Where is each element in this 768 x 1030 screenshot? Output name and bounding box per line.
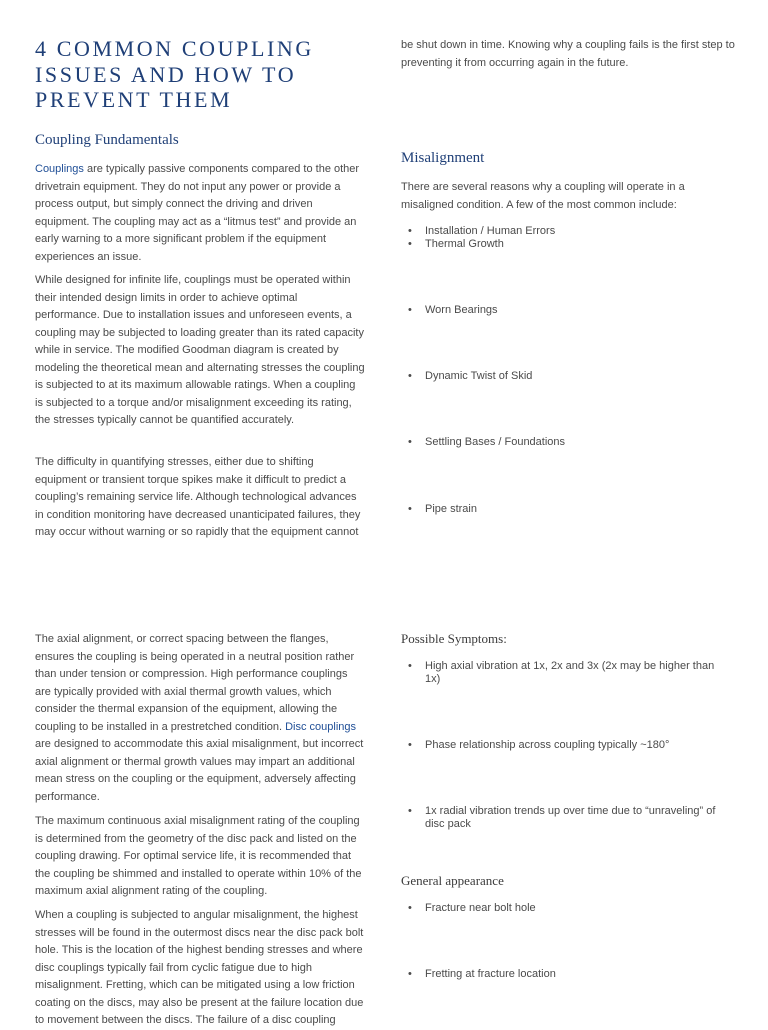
section-heading-coupling-fundamentals: Coupling Fundamentals	[35, 132, 179, 148]
list-item-pipe-strain: • Pipe strain	[401, 503, 725, 516]
couplings-link[interactable]: Couplings	[35, 163, 84, 175]
paragraph-quantifying-stresses: The difficulty in quantifying stresses, either due to shifting equipment or transient torque spikes make it difficult to predict a coupling’s remaining service life. Although technological advances in condition monitoring have decreased unanticipated failures, they may occur without warning or so rapidly that the equipment cannot	[35, 456, 361, 538]
subheading-possible-symptoms: Possible Symptoms:	[401, 631, 507, 646]
list-item-settling-bases: • Settling Bases / Foundations	[401, 436, 725, 449]
paragraph-text: are typically passive components compared to the other drivetrain equipment. They do not input any power or provide a process output, but simply connect the driving and driven equipment. The coupling may act as a “litmus test” and provide an early warning to a more significant problem if the equipment experiences an issue.	[35, 163, 360, 263]
list-item-symptom-phase-relationship: • Phase relationship across coupling typically ~180°	[401, 739, 725, 752]
paragraph-misalignment-intro: There are several reasons why a coupling will operate in a misaligned condition. A few of the most common include:	[401, 181, 685, 211]
disc-couplings-link[interactable]: Disc couplings	[285, 720, 357, 733]
list-item-fracture-bolt-hole: • Fracture near bolt hole	[401, 902, 725, 915]
page-title: 4 COMMON COUPLING ISSUES AND HOW TO PREVENT THEM	[35, 36, 314, 112]
paragraph-text: are designed to accommodate this axial misalignment, but incorrect axial alignment or thermal growth values may impart an additional mean stress on the coupling or the equipment, adversely affecting performance.	[35, 738, 364, 803]
paragraph-continuation: be shut down in time. Knowing why a coupling fails is the first step to preventing it from occurring again in the future.	[401, 39, 735, 69]
list-item-symptom-axial-vibration: • High axial vibration at 1x, 2x and 3x (2x may be higher than 1x)	[401, 660, 725, 685]
list-item-dynamic-twist: • Dynamic Twist of Skid	[401, 370, 725, 383]
list-item-worn-bearings: • Worn Bearings	[401, 304, 725, 317]
list-item-fretting: • Fretting at fracture location	[401, 968, 725, 981]
paragraph-design-limits: While designed for infinite life, couplings must be operated within their intended design limits in order to achieve optimal performance. Due to installation issues and unforeseen events, a coupling may be subjected to loading greater than its rated capacity while in service. The modified Goodman diagram is created by modeling the theoretical mean and alternating stresses the coupling is subjected to at its maximum allowable ratings. When a coupling is subjected to a torque and/or misalignment exceeding its rating, the stresses typically cannot be quantified accurately.	[35, 274, 365, 426]
section-heading-misalignment: Misalignment	[401, 150, 485, 166]
list-item-thermal-growth: • Thermal Growth	[401, 238, 725, 251]
subheading-general-appearance: General appearance	[401, 873, 504, 888]
paragraph-angular-misalignment: When a coupling is subjected to angular misalignment, the highest stresses will be found in the outermost discs near the disc pack bolt hole. This is the location of the highest bending stresses and where disc couplings typically fail from cyclic fatigue due to high misalignment. Fretting, which can be mitigated using a low friction coating on the discs, may also be present at the failure location due to movement between the discs. The failure of a disc coupling	[35, 909, 364, 1026]
paragraph-couplings-intro	[35, 161, 365, 266]
list-item-installation-errors: • Installation / Human Errors	[401, 225, 725, 238]
paragraph-text: The axial alignment, or correct spacing between the flanges, ensures the coupling is being operated in a neutral position rather than under tension or compression. High performance couplings are typically provided with axial thermal growth values, which consider the thermal expansion of the equipment, allowing the coupling to be installed in a prestretched condition.	[35, 633, 355, 733]
paragraph-axial-rating: The maximum continuous axial misalignment rating of the coupling is determined from the geometry of the disc pack and listed on the coupling drawing. For optimal service life, it is recommended that the coupling be shimmed and installed to operate within 10% of the maximum axial alignment rating of the coupling.	[35, 815, 362, 897]
list-item-symptom-radial-vibration: • 1x radial vibration trends up over time due to “unraveling” of disc pack	[401, 805, 725, 830]
paragraph-axial-alignment	[35, 631, 365, 806]
